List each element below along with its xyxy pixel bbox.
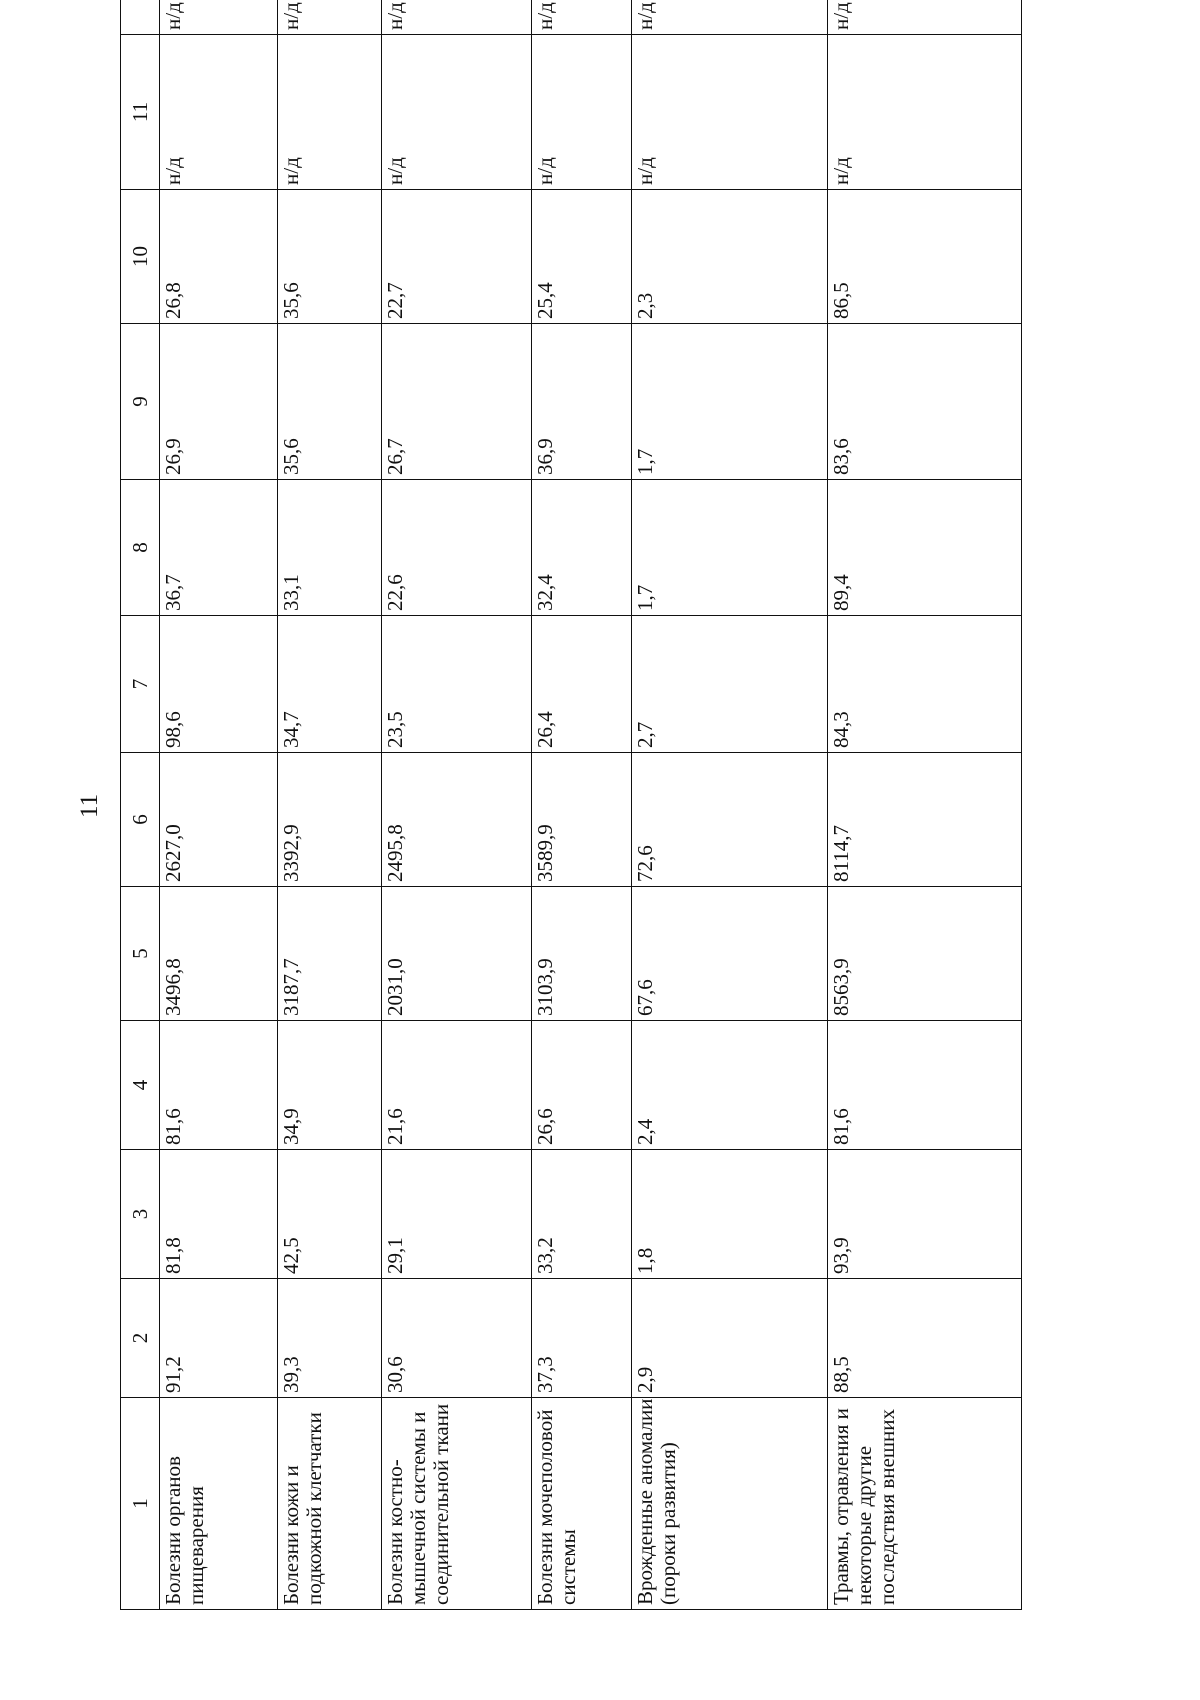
table-cell	[632, 0, 828, 35]
table-cell	[632, 190, 828, 324]
table-cell	[532, 0, 632, 35]
cell-value: 23,5	[383, 711, 407, 748]
cell-value: 26,6	[533, 1108, 557, 1145]
table-cell	[160, 887, 278, 1021]
cell-value: 32,4	[533, 574, 557, 611]
table-cell	[382, 190, 532, 324]
column-number-row	[121, 0, 160, 1610]
table-row	[278, 0, 382, 1610]
table-cell	[532, 887, 632, 1021]
column-header: 8	[121, 480, 160, 616]
table-cell	[382, 480, 532, 616]
cell-value: 3103,9	[533, 958, 557, 1016]
table-cell	[278, 1279, 382, 1398]
table-cell	[632, 35, 828, 190]
rotated-table-sheet	[120, 2, 1020, 1610]
table-cell	[828, 0, 1022, 35]
cell-value: 72,6	[633, 845, 657, 882]
cell-value: 42,5	[279, 1237, 303, 1274]
table-cell	[532, 1150, 632, 1279]
table-cell	[278, 1021, 382, 1150]
table-cell	[160, 753, 278, 887]
table-cell	[278, 480, 382, 616]
table-cell	[278, 887, 382, 1021]
column-header: 11	[121, 35, 160, 190]
cell-value: 89,4	[829, 574, 853, 611]
table-cell	[828, 480, 1022, 616]
cell-value: 3496,8	[161, 958, 185, 1016]
column-header	[121, 0, 160, 35]
table-cell	[632, 616, 828, 753]
table-cell	[532, 324, 632, 480]
cell-value: 8114,7	[829, 825, 853, 882]
table-cell	[382, 0, 532, 35]
cell-value: н/д	[279, 157, 303, 185]
table-cell	[382, 324, 532, 480]
cell-value: 34,9	[279, 1108, 303, 1145]
table-cell	[828, 35, 1022, 190]
table-cell	[532, 616, 632, 753]
table-cell	[632, 753, 828, 887]
table-cell	[828, 616, 1022, 753]
column-header: 9	[121, 324, 160, 480]
cell-value: н/д	[383, 2, 407, 30]
table-cell	[632, 1021, 828, 1150]
cell-value: 1,7	[633, 584, 657, 611]
cell-value: 37,3	[533, 1356, 557, 1393]
table-cell	[632, 480, 828, 616]
cell-value: 29,1	[383, 1237, 407, 1274]
cell-value: 84,3	[829, 711, 853, 748]
row-label-cell	[278, 1398, 382, 1610]
column-header: 6	[121, 753, 160, 887]
cell-value: 2031,0	[383, 958, 407, 1016]
table-cell	[828, 887, 1022, 1021]
cell-value: 81,6	[161, 1108, 185, 1145]
table-cell	[632, 1279, 828, 1398]
table-row	[828, 0, 1022, 1610]
row-label: Болезни костно-мышечной системы и соединительной ткани	[383, 1403, 454, 1605]
cell-value: 25,4	[533, 282, 557, 319]
row-label-cell	[532, 1398, 632, 1610]
cell-value: 33,2	[533, 1237, 557, 1274]
column-header: 5	[121, 887, 160, 1021]
table-cell	[532, 480, 632, 616]
table-cell	[278, 35, 382, 190]
cell-value: 26,4	[533, 711, 557, 748]
table-cell	[532, 753, 632, 887]
cell-value: 81,8	[161, 1237, 185, 1274]
table-row	[532, 0, 632, 1610]
row-label-cell	[828, 1398, 1022, 1610]
cell-value: н/д	[279, 2, 303, 30]
cell-value: н/д	[161, 157, 185, 185]
row-label: Болезни мочеполовой системы	[533, 1409, 581, 1605]
table-cell	[382, 887, 532, 1021]
cell-value: 88,5	[829, 1356, 853, 1393]
table-cell	[828, 190, 1022, 324]
column-header: 3	[121, 1150, 160, 1279]
column-header: 4	[121, 1021, 160, 1150]
column-header: 2	[121, 1279, 160, 1398]
table-cell	[160, 480, 278, 616]
table-cell	[160, 1150, 278, 1279]
table-cell	[278, 190, 382, 324]
table-cell	[160, 1021, 278, 1150]
table-cell	[382, 753, 532, 887]
cell-value: 93,9	[829, 1237, 853, 1274]
cell-value: 26,9	[161, 438, 185, 475]
cell-value: 83,6	[829, 438, 853, 475]
cell-value: 1,7	[633, 448, 657, 475]
table-cell	[532, 1279, 632, 1398]
cell-value: 2627,0	[161, 824, 185, 882]
table-cell	[828, 324, 1022, 480]
cell-value: 39,3	[279, 1356, 303, 1393]
table-cell	[382, 35, 532, 190]
cell-value: 26,8	[161, 282, 185, 319]
table-cell	[278, 1150, 382, 1279]
cell-value: 2,4	[633, 1118, 657, 1145]
cell-value: 2,7	[633, 721, 657, 748]
row-label: Травмы, отравления и некоторые другие последствия внешних	[829, 1408, 900, 1605]
table-cell	[632, 1150, 828, 1279]
cell-value: 1,8	[633, 1247, 657, 1274]
table-row	[382, 0, 532, 1610]
cell-value: н/д	[161, 2, 185, 30]
cell-value: 2495,8	[383, 824, 407, 882]
table-cell	[160, 1279, 278, 1398]
cell-value: 36,9	[533, 438, 557, 475]
row-label: Болезни кожи и подкожной клетчатки	[279, 1412, 327, 1605]
cell-value: 34,7	[279, 711, 303, 748]
cell-value: 22,6	[383, 574, 407, 611]
table-row	[160, 0, 278, 1610]
cell-value: н/д	[533, 2, 557, 30]
table-row	[632, 0, 828, 1610]
page-number: 11	[76, 793, 103, 818]
statistics-table	[120, 0, 1022, 1610]
cell-value: н/д	[829, 2, 853, 30]
table-cell	[828, 1021, 1022, 1150]
table-cell	[278, 616, 382, 753]
cell-value: 91,2	[161, 1356, 185, 1393]
cell-value: н/д	[829, 157, 853, 185]
cell-value: 67,6	[633, 979, 657, 1016]
table-cell	[828, 1150, 1022, 1279]
cell-value: 26,7	[383, 438, 407, 475]
table-cell	[160, 324, 278, 480]
cell-value: 81,6	[829, 1108, 853, 1145]
table-cell	[382, 1279, 532, 1398]
table-cell	[160, 616, 278, 753]
row-label-cell	[382, 1398, 532, 1610]
cell-value: 35,6	[279, 438, 303, 475]
cell-value: 36,7	[161, 574, 185, 611]
table-cell	[532, 35, 632, 190]
table-cell	[278, 324, 382, 480]
table-cell	[532, 190, 632, 324]
cell-value: 30,6	[383, 1356, 407, 1393]
table-cell	[382, 1021, 532, 1150]
cell-value: 8563,9	[829, 958, 853, 1016]
table-cell	[828, 753, 1022, 887]
cell-value: 21,6	[383, 1108, 407, 1145]
row-label: Болезни органов пищеварения	[161, 1456, 209, 1605]
cell-value: 22,7	[383, 282, 407, 319]
table-cell	[160, 35, 278, 190]
cell-value: н/д	[633, 157, 657, 185]
table-cell	[532, 1021, 632, 1150]
cell-value: 2,3	[633, 292, 657, 319]
row-label: Врожденные аномалии (пороки развития)	[633, 1398, 681, 1605]
cell-value: н/д	[633, 2, 657, 30]
cell-value: 2,9	[633, 1366, 657, 1393]
cell-value: 3589,9	[533, 824, 557, 882]
table-cell	[382, 616, 532, 753]
table-cell	[160, 190, 278, 324]
column-header: 10	[121, 190, 160, 324]
cell-value: 33,1	[279, 574, 303, 611]
cell-value: 3392,9	[279, 824, 303, 882]
cell-value: 35,6	[279, 282, 303, 319]
cell-value: 86,5	[829, 282, 853, 319]
cell-value: н/д	[383, 157, 407, 185]
table-cell	[382, 1150, 532, 1279]
table-cell	[632, 324, 828, 480]
table-cell	[278, 753, 382, 887]
cell-value: 98,6	[161, 711, 185, 748]
cell-value: 3187,7	[279, 958, 303, 1016]
column-header: 7	[121, 616, 160, 753]
cell-value: н/д	[533, 157, 557, 185]
table-cell	[632, 887, 828, 1021]
table-cell	[160, 0, 278, 35]
column-header: 1	[121, 1398, 160, 1610]
table-cell	[828, 1279, 1022, 1398]
row-label-cell	[160, 1398, 278, 1610]
table-cell	[278, 0, 382, 35]
row-label-cell	[632, 1398, 828, 1610]
